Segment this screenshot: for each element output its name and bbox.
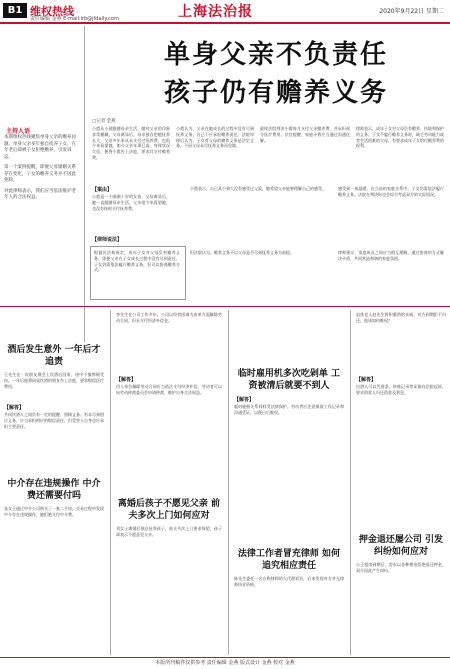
story4-headline: 离婚后孩子不愿见父亲 前夫多次上门如何应对: [117, 499, 221, 521]
column-divider: [350, 310, 351, 655]
host-paragraph: 第一个案例提醒，即便父母婚姻关系存在变化，子女的赡养义务并不因此免除。: [4, 165, 76, 183]
editor-line: 责任编辑 金燕 E-mail:lrb@jfdaily.com: [30, 16, 119, 22]
story8-headline: 押金退还屡公司 引发纠纷如何应对: [358, 535, 444, 557]
lead-col2: 小霞认为，父亲在她成长的过程中没有尽到抚养义务，自己不应承担赡养责任。法院审理后认为，子女对父母的赡养义务是法定义务，不因父母未尽抚养义务而免除。: [176, 126, 254, 149]
right-text-2: 律师建议，家庭成员之间应当相互理解，通过协商的方式解决矛盾，共同营造和谐的家庭氛围。: [338, 250, 444, 261]
story1-answer: 共同饮酒人之间负有一定的提醒、照顾义务。若未尽到相应义务，应当承担相应的赔偿责任，但受害人自身也应承担主要责任。: [4, 412, 104, 429]
story1-answer-label: 【解答】: [4, 405, 25, 411]
section-rule: [0, 306, 450, 307]
story1-headline: 酒后发生意外 一年后才追责: [7, 345, 101, 367]
page-header: [0, 0, 450, 22]
newspaper-masthead: 上海法治报: [178, 4, 253, 20]
lead-byline: □记者 金燕: [92, 119, 116, 124]
story1-text: 王先生在一次朋友聚会上饮酒后回家，途中不慎摔倒受伤。一年后他将同桌饮酒的朋友告上法庭，要求赔偿医疗费用。: [4, 372, 104, 389]
column-divider: [228, 310, 229, 655]
story8-text: 小王租房到期后，房东以各种理由拒绝退还押金，双方因此产生纠纷。: [356, 562, 446, 573]
host-column-title: 主持人语: [6, 128, 31, 135]
story3-answer-label: 【解答】: [116, 377, 137, 383]
lead-col4: 律师表示，成年子女对父母负有赡养、扶助和保护的义务。子女不履行赡养义务时，缺乏劳动能力或者生活困难的父母，有要求成年子女给付赡养费的权利。: [356, 126, 444, 149]
lead-headline-line1: 单身父亲不负责任: [163, 40, 388, 70]
host-paragraph: 对此律师表示，我们应当依法维护老年人的合法权益。: [4, 188, 76, 200]
issue-date: 2020年9月22日 星期二: [379, 8, 444, 15]
header-rule: [0, 22, 450, 24]
host-sidebar: [0, 26, 80, 342]
right-text: 感受到一丝温暖，在当前的家庭关系中，子女仍需依法履行赡养义务。法院在判决时也会综合考虑双方的实际情况。: [338, 186, 444, 197]
mid-text: 小霞表示，自己从小到大没有感受过父爱，她希望父亲能够理解自己的感受。: [190, 186, 326, 191]
column-divider: [110, 310, 111, 655]
story2-headline: 中介存在违规操作 中介费还需要付吗: [7, 479, 101, 501]
lead-col1: 小霞从小就跟随母亲生活，她对父亲的印象非常模糊。父母离异后，母亲独自把她抚养长大，父亲多年来从未支付过抚养费，也很少来看望她。如今父亲年事已高，身体状况欠佳，便将小霞告上法庭，要求其支付赡养费。: [92, 126, 170, 160]
case-label: 【案由】: [92, 187, 113, 193]
story6-text: 陈先生委托一名自称律师的人代理诉讼，后来发现对方并无律师执业资格。: [234, 576, 344, 587]
lead-col3: 最终法院判决小霞每月支付父亲赡养费，并承担部分医疗费用。法官提醒，家庭矛盾应当通过沟通化解。: [260, 126, 350, 143]
story4-text: 刘女士离婚后独自抚养孩子，前夫多次上门要求探望，孩子却表示不愿意见父亲。: [116, 526, 222, 537]
page-footer: 本版所刊稿件仅供参考 责任编辑 金燕 版式设计 金燕 校对 金燕: [0, 657, 450, 669]
story3-answer: 用人单位解除劳动合同应当依法支付经济补偿。劳动者可以向劳动仲裁委员会申请仲裁，维护自身合法权益。: [116, 384, 222, 395]
lawyer-label: 【律师说法】: [92, 237, 123, 243]
host-column-text: [0, 135, 80, 202]
story5-headline: 临时雇用机多次吃剁单 工资被清后就要不到人: [237, 369, 341, 391]
column-divider: [84, 26, 85, 342]
section-title: 维权热线: [30, 5, 74, 18]
story2-text: 张女士通过中介公司购买了一套二手房，交易过程中发现中介存在违规操作，她拒绝支付中介费。: [4, 506, 104, 517]
case-text: 小霞是一个刚满十岁的女孩，父母离异后，她一直跟随母亲生活。父亲很少来看望她，也没有按时支付抚养费。: [92, 194, 170, 211]
page-number-badge: B1: [3, 3, 27, 18]
lead-headline-line2: 孩子仍有赡养义务: [163, 78, 388, 108]
story6-headline: 法律工作者冒充律师 如何追究相应责任: [237, 549, 341, 571]
host-paragraph: 本期维权热线聚焦单身父亲的赡养问题。单身父亲多年独自抚养子女，在年老后却被子女拒绝赡养，引发诉讼。: [4, 135, 76, 160]
story5-text: 临时雇佣关系同样受法律保护。劳动者应注意保留工作记录和沟通凭证，以便日后维权。: [234, 404, 344, 415]
lawyer-text: 根据民法典规定，成年子女对父母负有赡养义务。即便父亲在子女成长过程中没有尽到责任，子女仍需依法履行赡养义务，但可以协商赡养方式。: [94, 250, 180, 273]
story5-answer-label: 【解答】: [234, 397, 255, 403]
story7-answer: 出借人可以凭借条、转账记录等证据向法院起诉，要求借款人归还借款及利息。: [356, 384, 446, 395]
story3-text: 李先生在公司工作多年，公司以经营困难为由单方面解除劳动合同，但未支付经济补偿金。: [116, 312, 222, 323]
story7-answer-label: 【解答】: [356, 377, 377, 383]
story7-text: 退休老人赵先生将积蓄借给亲戚，对方到期拒不归还，他该如何维权？: [356, 312, 446, 323]
mid-text-2: 但法院认为，赡养义务不以父母是否尽到抚养义务为前提。: [190, 250, 294, 255]
